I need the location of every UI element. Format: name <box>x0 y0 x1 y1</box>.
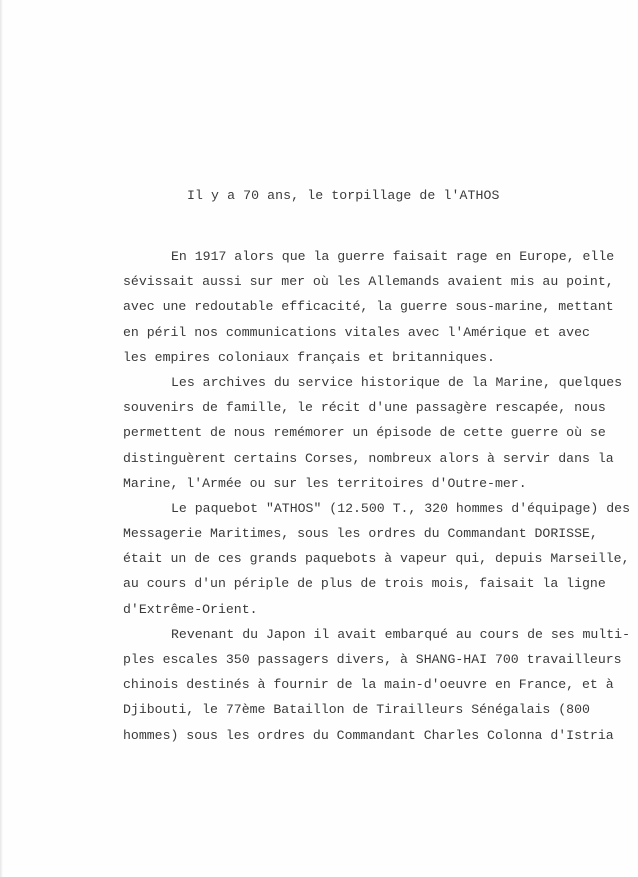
text-line: en péril nos communications vitales avec l'Amérique et avec <box>123 324 590 340</box>
document-body <box>123 244 630 748</box>
text-line: sévissait aussi sur mer où les Allemands avaient mis au point, <box>123 274 614 290</box>
text-line: au cours d'un périple de plus de trois mois, faisait la ligne <box>123 576 606 592</box>
text-line: les empires coloniaux français et britanniques. <box>123 349 495 365</box>
text-line: Messagerie Maritimes, sous les ordres du Commandant DORISSE, <box>123 526 598 542</box>
text-line: avec une redoutable efficacité, la guerre sous-marine, mettant <box>123 299 614 315</box>
text-line: Marine, l'Armée ou sur les territoires d'Outre-mer. <box>123 475 527 491</box>
text-line: Les archives du service historique de la Marine, quelques <box>171 374 623 390</box>
text-line: Le paquebot "ATHOS" (12.500 T., 320 hommes d'équipage) des <box>171 500 630 516</box>
text-line: Djibouti, le 77ème Bataillon de Tirailleurs Sénégalais (800 <box>123 702 590 718</box>
text-line: souvenirs de famille, le récit d'une passagère rescapée, nous <box>123 400 606 416</box>
text-line: distinguèrent certains Corses, nombreux alors à servir dans la <box>123 450 614 466</box>
text-line: était un de ces grands paquebots à vapeur qui, depuis Marseille, <box>123 551 630 567</box>
scan-edge <box>0 0 3 877</box>
text-line: d'Extrême-Orient. <box>123 601 258 617</box>
text-line: permettent de nous remémorer un épisode de cette guerre où se <box>123 425 606 441</box>
document-title: Il y a 70 ans, le torpillage de l'ATHOS <box>187 188 500 203</box>
text-line: ples escales 350 passagers divers, à SHANG-HAI 700 travailleurs <box>123 652 622 667</box>
text-line: En 1917 alors que la guerre faisait rage en Europe, elle <box>171 249 615 264</box>
text-line: hommes) sous les ordres du Commandant Charles Colonna d'Istria <box>123 727 614 743</box>
text-line: Revenant du Japon il avait embarqué au cours de ses multi- <box>171 626 630 642</box>
text-line: chinois destinés à fournir de la main-d'oeuvre en France, et à <box>123 677 614 693</box>
